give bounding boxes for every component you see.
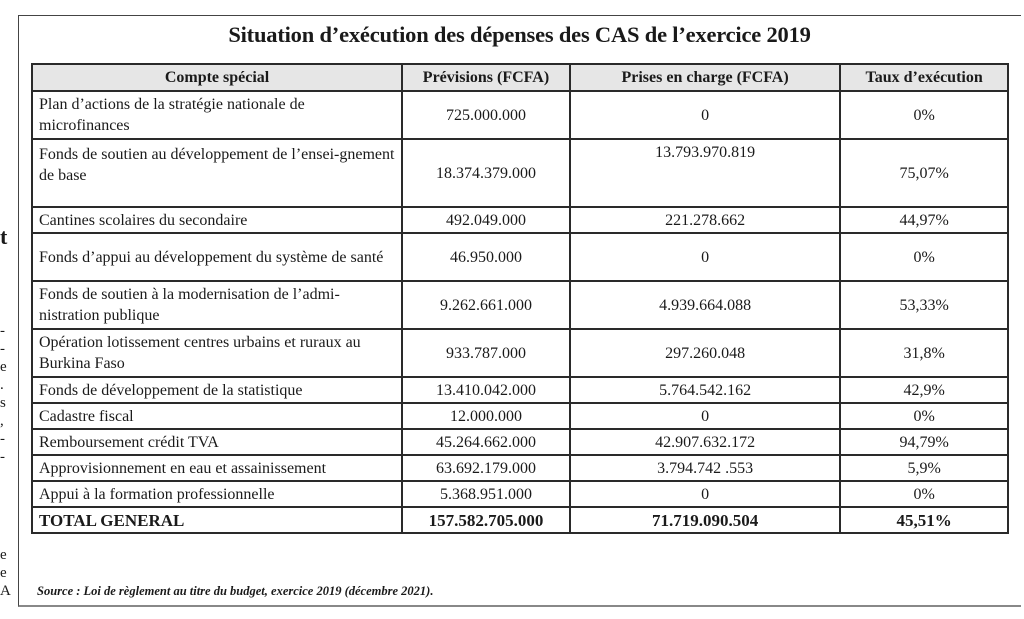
column-header: Prises en charge (FCFA) xyxy=(570,64,840,91)
account-name-text: Fonds de soutien au développement de l’ensei-gnement de base xyxy=(39,146,395,184)
prises-value: 0 xyxy=(570,403,840,429)
taux-value: 44,97% xyxy=(840,207,1008,233)
account-name: Approvisionnement en eau et assainissement xyxy=(32,455,402,481)
taux-value: 42,9% xyxy=(840,377,1008,403)
taux-value: 94,79% xyxy=(840,429,1008,455)
total-taux: 45,51% xyxy=(840,507,1008,533)
column-header: Taux d’exécution xyxy=(840,64,1008,91)
previsions-value: 45.264.662.000 xyxy=(402,429,570,455)
taux-value: 5,9% xyxy=(840,455,1008,481)
previsions-value: 492.049.000 xyxy=(402,207,570,233)
total-previsions: 157.582.705.000 xyxy=(402,507,570,533)
previsions-value: 725.000.000 xyxy=(402,91,570,139)
margin-fragment: e xyxy=(0,565,7,581)
previsions-value: 933.787.000 xyxy=(402,329,570,377)
account-name: Remboursement crédit TVA xyxy=(32,429,402,455)
previsions-value: 18.374.379.000 xyxy=(402,139,570,207)
prises-value xyxy=(570,139,840,207)
table-row xyxy=(32,481,1008,507)
table-row xyxy=(32,281,1008,329)
table-row xyxy=(32,91,1008,139)
margin-fragment: . xyxy=(0,377,4,393)
account-name: Appui à la formation professionnelle xyxy=(32,481,402,507)
margin-fragment: , xyxy=(0,413,4,429)
total-label: TOTAL GENERAL xyxy=(32,507,402,533)
column-header: Prévisions (FCFA) xyxy=(402,64,570,91)
account-name: Opération lotissement centres urbains et ruraux au Burkina Faso xyxy=(32,329,402,377)
margin-fragment: e xyxy=(0,359,7,375)
margin-fragment: A xyxy=(0,583,11,599)
table-row xyxy=(32,455,1008,481)
prises-value: 0 xyxy=(570,233,840,281)
previsions-value: 63.692.179.000 xyxy=(402,455,570,481)
margin-fragment: - xyxy=(0,449,5,465)
previsions-value: 5.368.951.000 xyxy=(402,481,570,507)
margin-fragment: - xyxy=(0,323,5,339)
previsions-value: 12.000.000 xyxy=(402,403,570,429)
table-row xyxy=(32,207,1008,233)
margin-fragment: t xyxy=(0,224,8,249)
table-row xyxy=(32,329,1008,377)
prises-value: 3.794.742 .553 xyxy=(570,455,840,481)
prises-value: 5.764.542.162 xyxy=(570,377,840,403)
previsions-value: 46.950.000 xyxy=(402,233,570,281)
account-name: Cadastre fiscal xyxy=(32,403,402,429)
margin-fragment: e xyxy=(0,547,7,563)
table-row xyxy=(32,403,1008,429)
table-row xyxy=(32,377,1008,403)
prises-value: 0 xyxy=(570,91,840,139)
taux-value: 53,33% xyxy=(840,281,1008,329)
total-row xyxy=(32,507,1008,533)
expenditure-table xyxy=(31,63,1009,534)
column-header: Compte spécial xyxy=(32,64,402,91)
prises-value: 297.260.048 xyxy=(570,329,840,377)
prises-value: 42.907.632.172 xyxy=(570,429,840,455)
page-title: Situation d’exécution des dépenses des CAS de l’exercice 2019 xyxy=(228,22,811,47)
table-row xyxy=(32,233,1008,281)
table-row xyxy=(32,139,1008,207)
margin-fragment: s xyxy=(0,395,6,411)
account-name: Fonds de développement de la statistique xyxy=(32,377,402,403)
source-note: Source : Loi de règlement au titre du budget, exercice 2019 (décembre 2021). xyxy=(37,584,434,598)
previsions-value: 13.410.042.000 xyxy=(402,377,570,403)
account-name: Plan d’actions de la stratégie nationale de microfinances xyxy=(32,91,402,139)
taux-value: 0% xyxy=(840,481,1008,507)
account-name: Fonds de soutien à la modernisation de l’admi-nistration publique xyxy=(32,281,402,329)
margin-fragment: - xyxy=(0,341,5,357)
table-row xyxy=(32,429,1008,455)
prises-value: 221.278.662 xyxy=(570,207,840,233)
taux-value: 0% xyxy=(840,91,1008,139)
account-name xyxy=(32,139,402,207)
prises-value: 4.939.664.088 xyxy=(570,281,840,329)
prises-value: 0 xyxy=(570,481,840,507)
margin-fragment: - xyxy=(0,431,5,447)
table-header-row xyxy=(32,64,1008,91)
account-name: Fonds d’appui au développement du système de santé xyxy=(32,233,402,281)
account-name: Cantines scolaires du secondaire xyxy=(32,207,402,233)
taux-value: 0% xyxy=(840,403,1008,429)
total-prises: 71.719.090.504 xyxy=(570,507,840,533)
taux-value: 31,8% xyxy=(840,329,1008,377)
prises-value-text: 13.793.970.819 xyxy=(655,143,756,161)
taux-value: 0% xyxy=(840,233,1008,281)
previsions-value: 9.262.661.000 xyxy=(402,281,570,329)
taux-value: 75,07% xyxy=(840,139,1008,207)
